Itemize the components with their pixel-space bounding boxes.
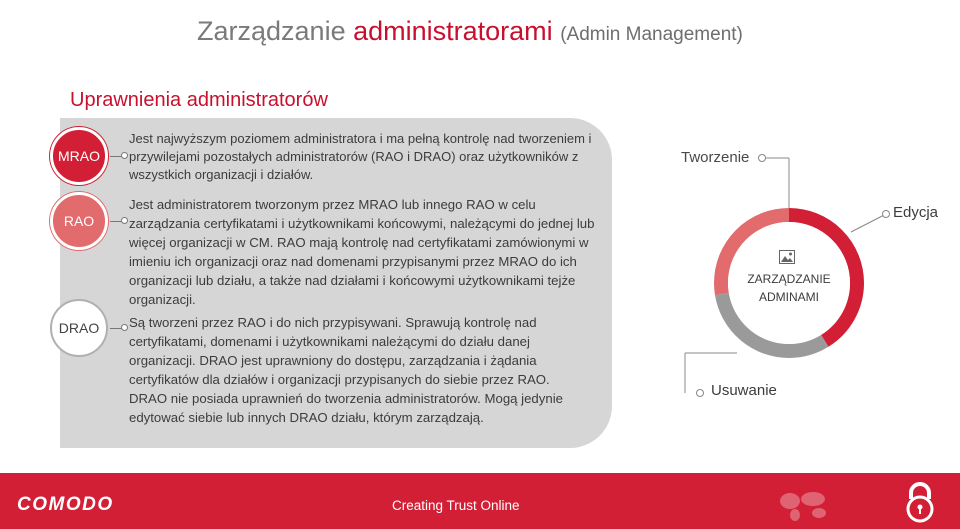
footer-slogan: Creating Trust Online [392, 498, 520, 513]
role-badge-rao: RAO [50, 192, 108, 250]
role-description-drao: Są tworzeni przez RAO i do nich przypisywani. Sprawują kontrolę nad certyfikatami, domenami i użytkownikami należącymi do działu danej organizacji. DRAO jest uprawniony do dostępu, zarządzania i żądania certyfikatów dla działów i organizacji przypisanych do siebie przez RAO. DRAO nie posiada uprawnień do tworzenia administratorów. Mogą jedynie edytować siebie lub innych DRAO działu, którym zarządzają. [129, 315, 563, 425]
role-description-rao: Jest administratorem tworzonym przez MRAO lub innego RAO w celu zarządzania certyfikatami i użytkownikami końcowymi, należącymi do jednej lub więcej organizacji w CM. RAO mają kontrolę nad certyfikatami zamówionymi w imieniu ich organizacji oraz nad domenami przypisanymi przez MRAO do ich organizacji lub działu, a także nad działami i końcowymi użytkownikami tejże organizacji. [129, 197, 595, 307]
ring-center-line1: ZARZĄDZANIE [747, 272, 831, 286]
label-edit: Edycja [893, 204, 939, 221]
role-badge-drao: DRAO [50, 299, 108, 357]
picture-icon [779, 250, 795, 264]
role-description-mrao: Jest najwyższym poziomem administratora i ma pełną kontrolę nad tworzeniem i przywilejami pozostałych administratorów (RAO i DRAO) oraz użytkowników z wszystkich organizacji i działów. [129, 131, 592, 182]
world-map-icon [775, 487, 835, 523]
label-delete: Usuwanie [711, 382, 777, 399]
role-badge-mrao: MRAO [50, 127, 108, 185]
ring-center-label [712, 270, 866, 306]
title-main: Zarządzanie [197, 16, 346, 46]
title-suffix: (Admin Management) [560, 24, 743, 45]
padlock-icon [898, 480, 942, 524]
footer-bar [0, 473, 960, 529]
label-create: Tworzenie [681, 149, 750, 166]
title-accent: administratorami [353, 16, 553, 46]
section-title: Uprawnienia administratorów [70, 89, 328, 111]
comodo-logo: COMODO [17, 494, 114, 515]
ring-center-line2: ADMINAMI [759, 290, 819, 304]
